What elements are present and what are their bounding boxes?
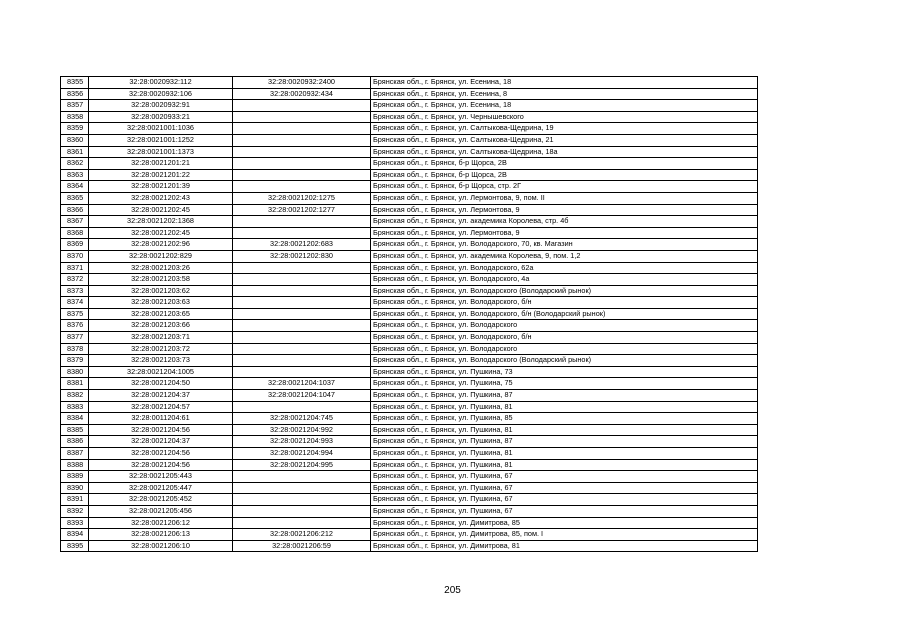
building-number-cell: 32:28:0021202:830 [233,250,371,262]
building-number-cell [233,401,371,413]
row-number-cell: 8366 [61,204,89,216]
table-row [61,216,758,228]
building-number-cell [233,320,371,332]
building-number-cell [233,274,371,286]
address-cell: Брянская обл., г. Брянск, ул. Чернышевского [371,111,758,123]
address-cell: Брянская обл., г. Брянск, ул. Пушкина, 73 [371,366,758,378]
table-row [61,413,758,425]
building-number-cell [233,308,371,320]
cadastral-number-cell: 32:28:0021202:45 [89,227,233,239]
address-cell: Брянская обл., г. Брянск, ул. Володарского [371,320,758,332]
address-cell: Брянская обл., г. Брянск, ул. Володарского, 70, кв. Магазин [371,239,758,251]
address-cell: Брянская обл., г. Брянск, ул. Пушкина, 67 [371,505,758,517]
table-row [61,158,758,170]
building-number-cell: 32:28:0021202:1275 [233,192,371,204]
row-number-cell: 8368 [61,227,89,239]
address-cell: Брянская обл., г. Брянск, ул. Пушкина, 81 [371,401,758,413]
table-row [61,390,758,402]
building-number-cell [233,123,371,135]
building-number-cell: 32:28:0020932:434 [233,88,371,100]
table-row [61,366,758,378]
row-number-cell: 8395 [61,540,89,552]
cadastral-number-cell: 32:28:0021201:39 [89,181,233,193]
cadastral-number-cell: 32:28:0021204:56 [89,424,233,436]
table-row [61,123,758,135]
cadastral-number-cell: 32:28:0021001:1373 [89,146,233,158]
row-number-cell: 8375 [61,308,89,320]
cadastral-number-cell: 32:28:0011204:61 [89,413,233,425]
building-number-cell: 32:28:0021202:1277 [233,204,371,216]
row-number-cell: 8388 [61,459,89,471]
address-cell: Брянская обл., г. Брянск, ул. Володарского, б/н [371,332,758,344]
address-cell: Брянская обл., г. Брянск, ул. Есенина, 18 [371,100,758,112]
address-cell: Брянская обл., г. Брянск, ул. Лермонтова, 9 [371,227,758,239]
address-cell: Брянская обл., г. Брянск, ул. Володарского, 4а [371,274,758,286]
address-cell: Брянская обл., г. Брянск, ул. Пушкина, 67 [371,494,758,506]
cadastral-number-cell: 32:28:0021206:10 [89,540,233,552]
page-number: 205 [444,585,461,596]
cadastral-number-cell: 32:28:0021203:71 [89,332,233,344]
row-number-cell: 8367 [61,216,89,228]
address-cell: Брянская обл., г. Брянск, ул. Пушкина, 85 [371,413,758,425]
table-row [61,227,758,239]
cadastral-number-cell: 32:28:0021203:72 [89,343,233,355]
table-row [61,424,758,436]
table-row [61,332,758,344]
building-number-cell [233,111,371,123]
building-number-cell [233,285,371,297]
address-cell: Брянская обл., г. Брянск, ул. Димитрова, 81 [371,540,758,552]
cadastral-number-cell: 32:28:0021202:43 [89,192,233,204]
table-row [61,146,758,158]
table-row [61,355,758,367]
cadastral-number-cell: 32:28:0021203:58 [89,274,233,286]
address-cell: Брянская обл., г. Брянск, ул. Пушкина, 67 [371,482,758,494]
table-row [61,401,758,413]
cadastral-number-cell: 32:28:0021204:50 [89,378,233,390]
table-row [61,482,758,494]
row-number-cell: 8377 [61,332,89,344]
cadastral-number-cell: 32:28:0021206:13 [89,529,233,541]
row-number-cell: 8360 [61,134,89,146]
row-number-cell: 8387 [61,448,89,460]
row-number-cell: 8358 [61,111,89,123]
cadastral-number-cell: 32:28:0021202:829 [89,250,233,262]
cadastral-number-cell: 32:28:0021201:22 [89,169,233,181]
cadastral-number-cell: 32:28:0021204:1005 [89,366,233,378]
building-number-cell [233,355,371,367]
table-row [61,111,758,123]
address-cell: Брянская обл., г. Брянск, ул. Пушкина, 87 [371,390,758,402]
address-cell: Брянская обл., г. Брянск, ул. Салтыкова-Щедрина, 18а [371,146,758,158]
table-row [61,285,758,297]
cadastral-number-cell: 32:28:0021202:1368 [89,216,233,228]
row-number-cell: 8370 [61,250,89,262]
row-number-cell: 8391 [61,494,89,506]
cadastral-number-cell: 32:28:0021205:447 [89,482,233,494]
row-number-cell: 8380 [61,366,89,378]
row-number-cell: 8381 [61,378,89,390]
address-cell: Брянская обл., г. Брянск, ул. Есенина, 18 [371,77,758,89]
table-row [61,100,758,112]
cadastral-number-cell: 32:28:0021204:56 [89,448,233,460]
address-cell: Брянская обл., г. Брянск, ул. Есенина, 8 [371,88,758,100]
table-row [61,494,758,506]
building-number-cell: 32:28:0021204:1047 [233,390,371,402]
row-number-cell: 8365 [61,192,89,204]
registry-table [60,76,758,552]
building-number-cell [233,517,371,529]
building-number-cell: 32:28:0021206:212 [233,529,371,541]
building-number-cell [233,505,371,517]
address-cell: Брянская обл., г. Брянск, ул. Володарского, б/н [371,297,758,309]
address-cell: Брянская обл., г. Брянск, ул. Володарского (Володарский рынок) [371,355,758,367]
row-number-cell: 8383 [61,401,89,413]
row-number-cell: 8361 [61,146,89,158]
address-cell: Брянская обл., г. Брянск, ул. Пушкина, 75 [371,378,758,390]
building-number-cell: 32:28:0021206:59 [233,540,371,552]
address-cell: Брянская обл., г. Брянск, б-р Щорса, стр. 2Г [371,181,758,193]
address-cell: Брянская обл., г. Брянск, б-р Щорса, 2В [371,158,758,170]
table-row [61,471,758,483]
address-cell: Брянская обл., г. Брянск, ул. Володарского, б/н (Володарский рынок) [371,308,758,320]
building-number-cell [233,181,371,193]
building-number-cell [233,494,371,506]
row-number-cell: 8393 [61,517,89,529]
cadastral-number-cell: 32:28:0021204:37 [89,390,233,402]
cadastral-number-cell: 32:28:0021203:63 [89,297,233,309]
table-row [61,343,758,355]
building-number-cell [233,146,371,158]
building-number-cell [233,297,371,309]
row-number-cell: 8372 [61,274,89,286]
building-number-cell: 32:28:0021204:992 [233,424,371,436]
table-row [61,517,758,529]
building-number-cell [233,332,371,344]
building-number-cell [233,169,371,181]
table-row [61,505,758,517]
row-number-cell: 8363 [61,169,89,181]
building-number-cell: 32:28:0021202:683 [233,239,371,251]
building-number-cell: 32:28:0020932:2400 [233,77,371,89]
building-number-cell: 32:28:0021204:995 [233,459,371,471]
cadastral-number-cell: 32:28:0020933:21 [89,111,233,123]
building-number-cell [233,262,371,274]
building-number-cell [233,227,371,239]
registry-table-body [61,77,758,552]
row-number-cell: 8357 [61,100,89,112]
table-row [61,308,758,320]
cadastral-number-cell: 32:28:0020932:91 [89,100,233,112]
table-row [61,378,758,390]
address-cell: Брянская обл., г. Брянск, ул. Пушкина, 87 [371,436,758,448]
building-number-cell [233,216,371,228]
cadastral-number-cell: 32:28:0021001:1252 [89,134,233,146]
building-number-cell: 32:28:0021204:993 [233,436,371,448]
table-row [61,540,758,552]
row-number-cell: 8382 [61,390,89,402]
cadastral-number-cell: 32:28:0021203:65 [89,308,233,320]
building-number-cell: 32:28:0021204:994 [233,448,371,460]
address-cell: Брянская обл., г. Брянск, ул. Володарского, 62а [371,262,758,274]
address-cell: Брянская обл., г. Брянск, ул. академика Королева, 9, пом. 1,2 [371,250,758,262]
row-number-cell: 8390 [61,482,89,494]
row-number-cell: 8374 [61,297,89,309]
table-row [61,274,758,286]
building-number-cell [233,134,371,146]
address-cell: Брянская обл., г. Брянск, ул. Пушкина, 81 [371,424,758,436]
cadastral-number-cell: 32:28:0021204:37 [89,436,233,448]
row-number-cell: 8394 [61,529,89,541]
cadastral-number-cell: 32:28:0021202:96 [89,239,233,251]
cadastral-number-cell: 32:28:0021203:26 [89,262,233,274]
row-number-cell: 8373 [61,285,89,297]
row-number-cell: 8362 [61,158,89,170]
row-number-cell: 8369 [61,239,89,251]
table-row [61,297,758,309]
table-row [61,262,758,274]
table-row [61,436,758,448]
table-row [61,204,758,216]
building-number-cell [233,158,371,170]
row-number-cell: 8359 [61,123,89,135]
address-cell: Брянская обл., г. Брянск, ул. Лермонтова, 9, пом. II [371,192,758,204]
row-number-cell: 8376 [61,320,89,332]
row-number-cell: 8385 [61,424,89,436]
address-cell: Брянская обл., г. Брянск, ул. Володарского [371,343,758,355]
building-number-cell [233,366,371,378]
building-number-cell [233,100,371,112]
address-cell: Брянская обл., г. Брянск, ул. Димитрова, 85, пом. I [371,529,758,541]
address-cell: Брянская обл., г. Брянск, ул. Димитрова, 85 [371,517,758,529]
cadastral-number-cell: 32:28:0021202:45 [89,204,233,216]
cadastral-number-cell: 32:28:0021206:12 [89,517,233,529]
cadastral-number-cell: 32:28:0021203:62 [89,285,233,297]
table-row [61,250,758,262]
table-row [61,529,758,541]
address-cell: Брянская обл., г. Брянск, б-р Щорса, 2В [371,169,758,181]
building-number-cell: 32:28:0021204:745 [233,413,371,425]
cadastral-number-cell: 32:28:0020932:106 [89,88,233,100]
table-row [61,134,758,146]
table-row [61,181,758,193]
cadastral-number-cell: 32:28:0021204:56 [89,459,233,471]
address-cell: Брянская обл., г. Брянск, ул. Салтыкова-Щедрина, 19 [371,123,758,135]
cadastral-number-cell: 32:28:0021205:452 [89,494,233,506]
building-number-cell [233,343,371,355]
address-cell: Брянская обл., г. Брянск, ул. Пушкина, 81 [371,448,758,460]
address-cell: Брянская обл., г. Брянск, ул. Салтыкова-Щедрина, 21 [371,134,758,146]
table-row [61,88,758,100]
cadastral-number-cell: 32:28:0021203:66 [89,320,233,332]
building-number-cell [233,482,371,494]
table-row [61,192,758,204]
building-number-cell [233,471,371,483]
cadastral-number-cell: 32:28:0021201:21 [89,158,233,170]
cadastral-number-cell: 32:28:0021203:73 [89,355,233,367]
address-cell: Брянская обл., г. Брянск, ул. Пушкина, 67 [371,471,758,483]
row-number-cell: 8364 [61,181,89,193]
address-cell: Брянская обл., г. Брянск, ул. Пушкина, 81 [371,459,758,471]
address-cell: Брянская обл., г. Брянск, ул. академика Королева, стр. 4б [371,216,758,228]
row-number-cell: 8371 [61,262,89,274]
table-row [61,169,758,181]
row-number-cell: 8355 [61,77,89,89]
cadastral-number-cell: 32:28:0021204:57 [89,401,233,413]
row-number-cell: 8384 [61,413,89,425]
cadastral-number-cell: 32:28:0021205:456 [89,505,233,517]
address-cell: Брянская обл., г. Брянск, ул. Лермонтова, 9 [371,204,758,216]
cadastral-number-cell: 32:28:0021001:1036 [89,123,233,135]
table-row [61,239,758,251]
cadastral-number-cell: 32:28:0021205:443 [89,471,233,483]
table-row [61,320,758,332]
table-row [61,448,758,460]
building-number-cell: 32:28:0021204:1037 [233,378,371,390]
row-number-cell: 8378 [61,343,89,355]
row-number-cell: 8356 [61,88,89,100]
table-row [61,77,758,89]
row-number-cell: 8379 [61,355,89,367]
address-cell: Брянская обл., г. Брянск, ул. Володарского (Володарский рынок) [371,285,758,297]
row-number-cell: 8389 [61,471,89,483]
row-number-cell: 8386 [61,436,89,448]
table-row [61,459,758,471]
cadastral-number-cell: 32:28:0020932:112 [89,77,233,89]
row-number-cell: 8392 [61,505,89,517]
